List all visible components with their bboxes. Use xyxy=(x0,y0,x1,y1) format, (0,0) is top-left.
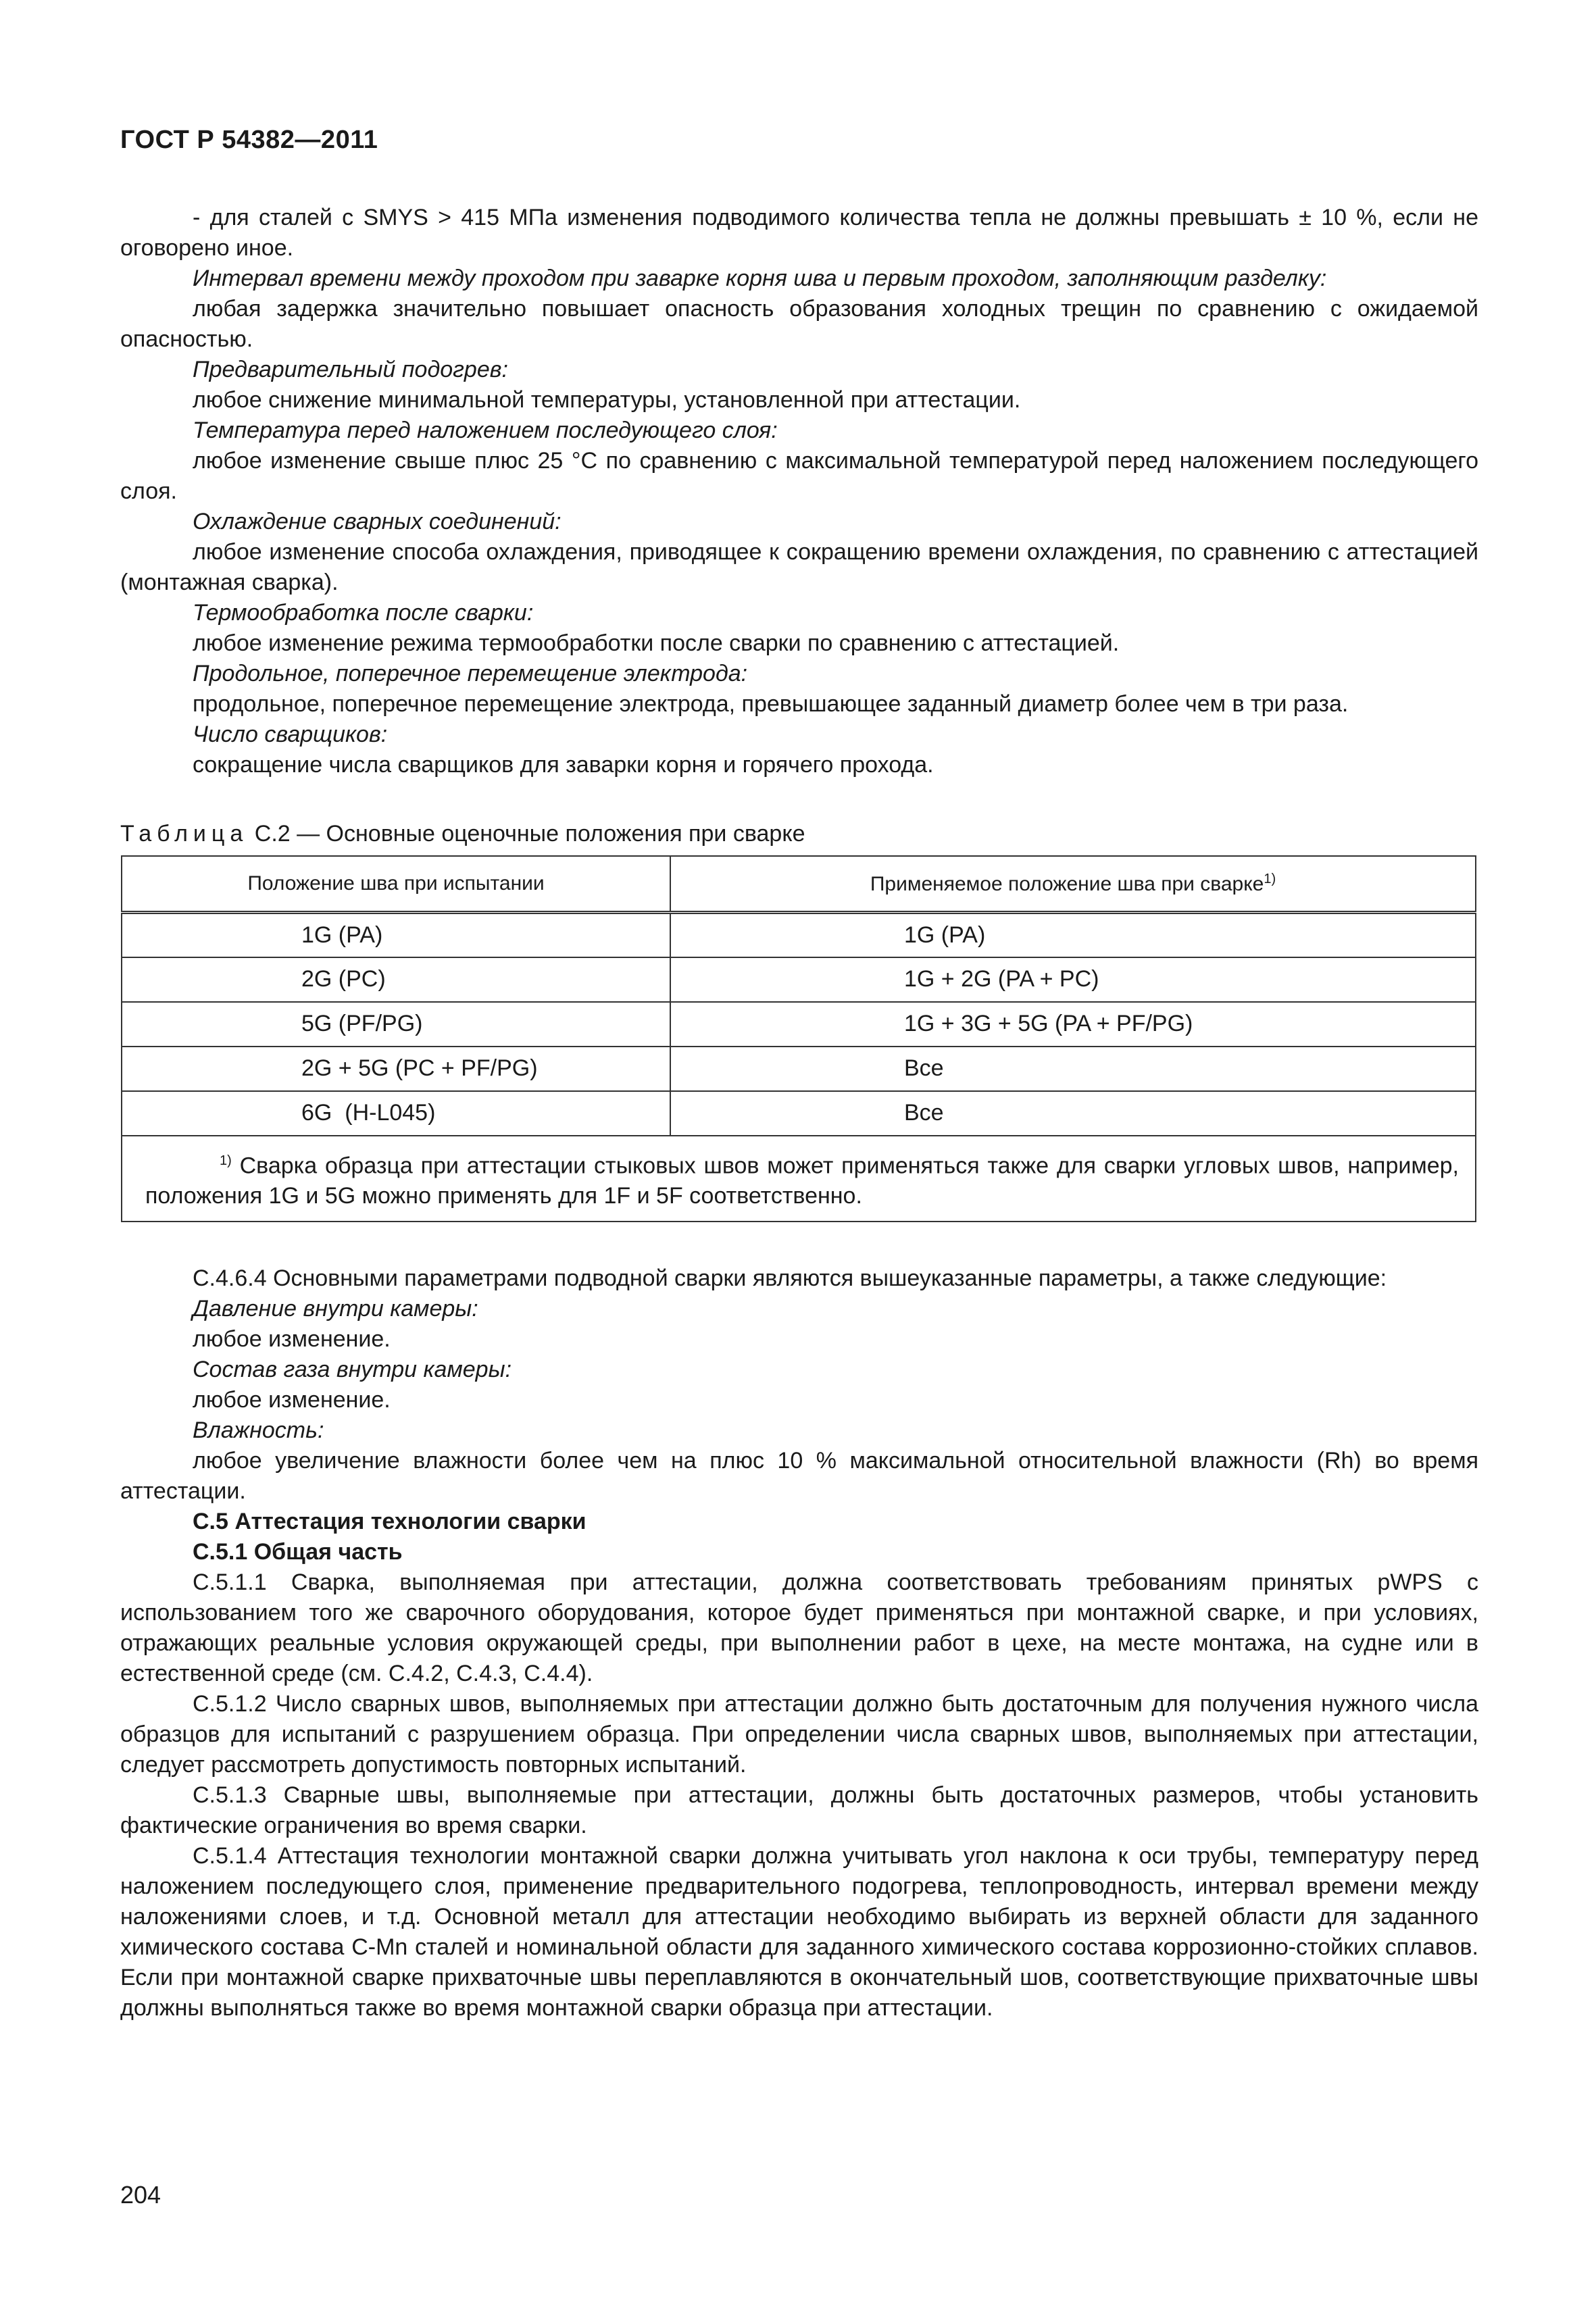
bottom-text-block xyxy=(120,1263,1478,2023)
table-header-cell: Положение шва при испытании xyxy=(122,856,670,913)
paragraph: любое увеличение влажности более чем на плюс 10 % максимальной относительной влажности (Rh) во время аттестации. xyxy=(120,1448,1478,1504)
paragraph: С.4.6.4 Основными параметрами подводной сварки являются вышеуказанные параметры, а также следующие: xyxy=(193,1265,1387,1291)
positions-table xyxy=(121,855,1476,1222)
paragraph-heading-italic: Давление внутри камеры: xyxy=(193,1296,478,1322)
table-cell: Все xyxy=(670,1047,1476,1091)
paragraph-heading-italic: Интервал времени между проходом при заварке корня шва и первым проходом, заполняющим разделку: xyxy=(193,266,1327,291)
table-header-row xyxy=(122,856,1476,913)
paragraph: любая задержка значительно повышает опасность образования холодных трещин по сравнению с ожидаемой опасностью. xyxy=(120,296,1478,352)
paragraph-heading-italic: Температура перед наложением последующего слоя: xyxy=(193,418,778,443)
paragraph: любое изменение. xyxy=(193,1387,391,1413)
table-row xyxy=(122,1047,1476,1091)
table-header-cell: Применяемое положение шва при сварке$^{1)}$ xyxy=(670,856,1476,913)
paragraph-heading-italic: Состав газа внутри камеры: xyxy=(193,1357,512,1382)
table-cell: Все xyxy=(670,1091,1476,1136)
table-footnote: $^{1)}$ Сварка образца при аттестации стыковых швов может применяться также для сварки угловых швов, например, положения 1G и 5G можно применять для 1F и 5F соответственно. xyxy=(122,1136,1476,1222)
table-row xyxy=(122,957,1476,1002)
table-footnote-row xyxy=(122,1136,1476,1222)
table-row xyxy=(122,1002,1476,1047)
paragraph: любое изменение свыше плюс 25 °С по сравнению с максимальной температурой перед наложением последующего слоя. xyxy=(120,448,1478,504)
paragraph-heading-italic: Охлаждение сварных соединений: xyxy=(193,509,562,534)
paragraph: любое изменение. xyxy=(193,1326,391,1352)
footnote-mark: 1) xyxy=(1264,872,1276,886)
table-row xyxy=(122,913,1476,957)
paragraph-heading-italic: Число сварщиков: xyxy=(193,722,388,747)
table-cell: 6G (H-L045) xyxy=(122,1091,670,1136)
subsection-heading: С.5.1 Общая часть xyxy=(193,1539,403,1565)
paragraph-heading-italic: Продольное, поперечное перемещение электрода: xyxy=(193,661,748,686)
table-cell: 2G + 5G (PC + PF/PG) xyxy=(122,1047,670,1091)
table-caption-label: Таблица xyxy=(120,821,249,847)
table-caption xyxy=(120,819,805,849)
document-header: ГОСТ Р 54382—2011 xyxy=(120,126,378,154)
table-row xyxy=(122,1091,1476,1136)
table-cell: 2G (PC) xyxy=(122,957,670,1002)
paragraph: любое изменение способа охлаждения, приводящее к сокращению времени охлаждения, по сравнению с аттестацией (монтажная сварка). xyxy=(120,539,1478,595)
paragraph: С.5.1.4 Аттестация технологии монтажной сварки должна учитывать угол наклона к оси трубы, температуру перед наложением последующего слоя, применение предварительного подогрева, теплопроводность, интервал времени между наложениями слоев, и т.д. Основной металл для аттестации необходимо выбирать из верхней области для заданного химического состава С-Mn сталей и номинальной области для заданного химического состава коррозионно-стойких сплавов. Если при монтажной сварке прихваточные швы переплавляются в окончательный шов, соответствующие прихваточные швы должны выполняться также во время монтажной сварки образца при аттестации. xyxy=(120,1843,1478,2021)
table-cell: 5G (PF/PG) xyxy=(122,1002,670,1047)
table-cell: 1G + 3G + 5G (PA + PF/PG) xyxy=(670,1002,1476,1047)
paragraph: С.5.1.2 Число сварных швов, выполняемых при аттестации должно быть достаточным для получения нужного числа образцов для испытаний с разрушением образца. При определении числа сварных швов, выполняемых при аттестации, следует рассмотреть допустимость повторных испытаний. xyxy=(120,1691,1478,1778)
page-number: 204 xyxy=(120,2181,161,2209)
paragraph: любое снижение минимальной температуры, установленной при аттестации. xyxy=(193,387,1021,413)
section-heading: С.5 Аттестация технологии сварки xyxy=(193,1509,587,1534)
paragraph: С.5.1.1 Сварка, выполняемая при аттестации, должна соответствовать требованиям принятых pWPS с использованием того же сварочного оборудования, которое будет применяться при монтажной сварке, и при условиях, отражающих реальные условия окружающей среды, при выполнении работ в цехе, на месте монтажа, на судне или в естественной среде (см. С.4.2, С.4.3, С.4.4). xyxy=(120,1569,1478,1686)
paragraph: любое изменение режима термообработки после сварки по сравнению с аттестацией. xyxy=(193,630,1120,656)
table-cell: 1G (PA) xyxy=(122,913,670,957)
paragraph: С.5.1.3 Сварные швы, выполняемые при аттестации, должны быть достаточных размеров, чтобы установить фактические ограничения во время сварки. xyxy=(120,1782,1478,1838)
table-cell: 1G (PA) xyxy=(670,913,1476,957)
paragraph: продольное, поперечное перемещение электрода, превышающее заданный диаметр более чем в три раза. xyxy=(193,691,1349,717)
paragraph-heading-italic: Термообработка после сварки: xyxy=(193,600,534,626)
paragraph-heading-italic: Влажность: xyxy=(193,1417,324,1443)
paragraph-heading-italic: Предварительный подогрев: xyxy=(193,357,508,382)
paragraph: сокращение числа сварщиков для заварки корня и горячего прохода. xyxy=(193,752,934,778)
table-caption-text: С.2 — Основные оценочные положения при сварке xyxy=(248,821,805,847)
table-cell: 1G + 2G (PA + PC) xyxy=(670,957,1476,1002)
paragraph: - для сталей с SMYS > 415 МПа изменения подводимого количества тепла не должны превышать ± 10 %, если не оговорено иное. xyxy=(120,205,1478,261)
top-text-block xyxy=(120,203,1478,780)
footnote-mark: 1) xyxy=(220,1153,232,1168)
